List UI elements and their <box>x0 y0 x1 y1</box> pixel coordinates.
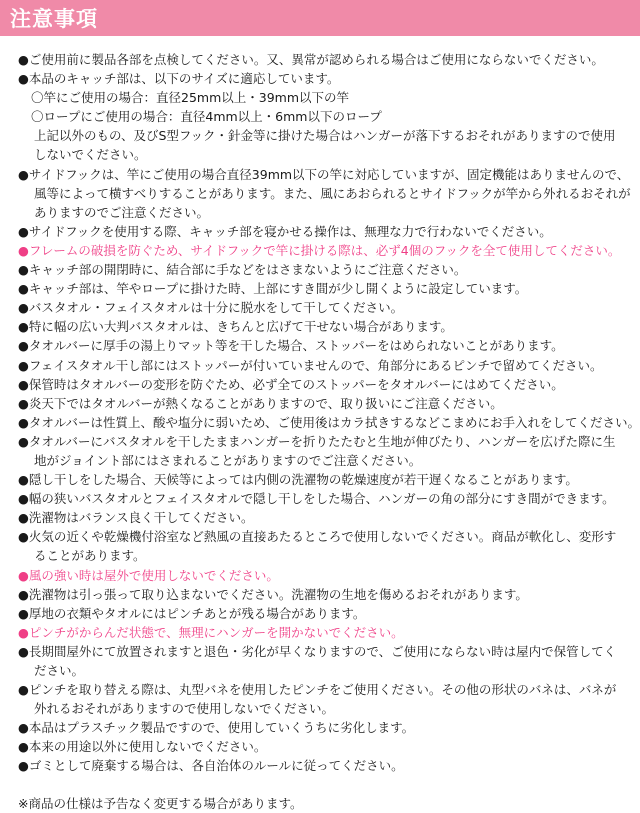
page-title: 注意事項 <box>10 7 98 31</box>
notice-line: ●本品はプラスチック製品ですので、使用していくうちに劣化します。 <box>18 720 415 736</box>
notice-line: ●長期間屋外にて放置されますと退色・劣化が早くなりますので、ご使用にならない時は屋内で保管してく <box>18 643 617 659</box>
notice-line: ●厚地の衣類やタオルにはピンチあとが残る場合があります。 <box>18 605 366 621</box>
notice-line-highlight: ●風の強い時は屋外で使用しないでください。 <box>18 567 279 583</box>
notice-header-bar <box>0 0 640 36</box>
notice-line: ●ご使用前に製品各部を点検してください。又、異常が認められる場合はご使用にならないでください。 <box>18 52 604 67</box>
notice-line: 外れるおそれがありますので使用しないでください。 <box>34 701 335 717</box>
notice-line: ●本品のキャッチ部は、以下のサイズに適応しています。 <box>18 71 340 87</box>
notice-line: 〇竿にご使用の場合：直径25mm以上・39mm以下の竿 <box>31 90 350 106</box>
notice-line: ることがあります。 <box>34 548 146 564</box>
notice-line: ありますのでご注意ください。 <box>34 204 210 220</box>
notice-line: 風等によって横すべりすることがあります。また、風にあおられるとサイドフックが竿から外れるおそれが <box>34 185 631 201</box>
notice-line: ●ゴミとして廃棄する場合は、各自治体のルールに従ってください。 <box>18 758 404 774</box>
notice-line: ●洗濯物は引っ張って取り込まないでください。洗濯物の生地を傷めるおそれがあります。 <box>18 586 528 602</box>
notice-line: ●バスタオル・フェイスタオルは十分に脱水をして干してください。 <box>18 300 404 316</box>
notice-list <box>0 36 640 813</box>
notice-line: ●タオルバーに厚手の湯上りマット等を干した場合、ストッパーをはめられないことがあります。 <box>18 338 564 354</box>
notice-line: ●炎天下ではタオルバーが熱くなることがありますので、取り扱いにご注意ください。 <box>18 395 503 411</box>
notice-line: 地がジョイント部にはさまれることがありますのでご注意ください。 <box>34 452 422 468</box>
notice-line-highlight: ●フレームの破損を防ぐため、サイドフックで竿に掛ける際は、必ず4個のフックを全て使用してください。 <box>18 242 621 258</box>
notice-line-highlight: ●ピンチがからんだ状態で、無理にハンガーを開かないでください。 <box>18 624 404 640</box>
notice-line: ●幅の狭いバスタオルとフェイスタオルで隠し干しをした場合、ハンガーの角の部分にすき間ができます。 <box>18 491 615 507</box>
notice-line: ●洗濯物はバランス良く干してください。 <box>18 510 254 526</box>
notice-line: ●保管時はタオルバーの変形を防ぐため、必ず全てのストッパーをタオルバーにはめてください。 <box>18 376 564 392</box>
notice-line: しないでください。 <box>34 147 147 163</box>
notice-line: ●キャッチ部は、竿やロープに掛けた時、上部にすき間が少し開くように設定しています。 <box>18 281 528 297</box>
notice-line: ●タオルバーにバスタオルを干したままハンガーを折りたたむと生地が伸びたり、ハンガーを広げた際に生 <box>18 433 616 449</box>
spacer <box>18 776 622 794</box>
notice-line: ●本来の用途以外に使用しないでください。 <box>18 739 267 755</box>
notice-line: ●タオルバーは性質上、酸や塩分に弱いため、ご使用後はカラ拭きするなどこまめにお手入れをしてください。 <box>18 414 640 430</box>
notice-line: ●サイドフックは、竿にご使用の場合直径39mm以下の竿に対応していますが、固定機能はありませんので、 <box>18 166 630 182</box>
notice-line: ●火気の近くや乾燥機付浴室など熱風の直接あたるところで使用しないでください。商品が軟化し、変形す <box>18 529 617 545</box>
notice-line: ●特に幅の広い大判バスタオルは、きちんと広げて干せない場合があります。 <box>18 319 453 335</box>
notice-line: ●サイドフックを使用する際、キャッチ部を寝かせる操作は、無理な力で行わないでください。 <box>18 223 552 239</box>
spec-change-note: ※商品の仕様は予告なく変更する場合があります。 <box>18 795 303 811</box>
notice-line: ●隠し干しをした場合、天候等によっては内側の洗濯物の乾燥速度が若干遅くなることがあります。 <box>18 472 578 488</box>
notice-line: 〇ロープにご使用の場合：直径4mm以上・6mm以下のロープ <box>31 109 382 125</box>
notice-line: ●キャッチ部の開閉時に、結合部に手などをはさまないようにご注意ください。 <box>18 262 467 278</box>
notice-line: ださい。 <box>34 663 85 678</box>
notice-line: ●ピンチを取り替える際は、丸型バネを使用したピンチをご使用ください。その他の形状のバネは、バネが <box>18 682 617 698</box>
notice-line: 上記以外のもの、及びS型フック・針金等に掛けた場合はハンガーが落下するおそれがありますので使用 <box>34 128 616 144</box>
notice-line: ●フェイスタオル干し部にはストッパーが付いていませんので、角部分にあるピンチで留めてください。 <box>18 357 603 373</box>
